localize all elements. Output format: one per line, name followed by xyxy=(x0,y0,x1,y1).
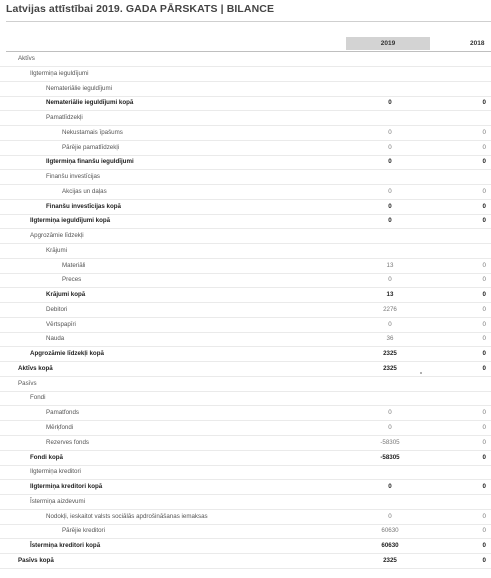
value-2018: 0 xyxy=(482,438,486,446)
table-row xyxy=(0,200,491,215)
table-row xyxy=(0,524,491,539)
value-2019: 60630 xyxy=(381,542,399,550)
value-2018: 0 xyxy=(482,276,486,284)
value-2019: 0 xyxy=(388,99,392,107)
value-2019: 60630 xyxy=(381,527,399,535)
row-label: Nekustamais īpašums xyxy=(62,128,123,136)
row-label: Īstermiņa aizdevumi xyxy=(30,497,86,505)
value-2019: 13 xyxy=(386,291,394,299)
row-label: Apgrozāmie līdzekļi xyxy=(30,232,84,240)
row-label: Apgrozāmie līdzekļi kopā xyxy=(30,350,104,358)
value-2018: 0 xyxy=(482,291,486,299)
table-row xyxy=(0,229,491,244)
value-2018: 0 xyxy=(482,453,486,461)
value-2018: 0 xyxy=(482,364,486,372)
value-2018: 0 xyxy=(482,320,486,328)
title-divider xyxy=(6,21,491,22)
row-label: Akcijas un daļas xyxy=(62,187,107,195)
row-label: Pasīvs kopā xyxy=(18,556,54,564)
table-row xyxy=(0,303,491,318)
table-row xyxy=(0,465,491,480)
table-row xyxy=(0,406,491,421)
value-2018: 0 xyxy=(482,305,486,313)
value-2018: 0 xyxy=(482,128,486,136)
table-row xyxy=(0,554,491,569)
table-row xyxy=(0,495,491,510)
row-label: Nemateriālie ieguldījumi kopā xyxy=(46,99,134,107)
value-2018: 0 xyxy=(482,424,486,431)
value-2019: 2325 xyxy=(383,364,397,372)
row-label: Aktīvs kopā xyxy=(18,364,53,372)
table-row xyxy=(0,185,491,200)
row-label: Finanšu investīcijas kopā xyxy=(46,202,121,210)
value-2019: 0 xyxy=(388,483,392,491)
table-row xyxy=(0,126,491,141)
value-2018: 0 xyxy=(482,158,486,166)
value-2018: 0 xyxy=(482,556,486,564)
value-2018: 0 xyxy=(482,350,486,358)
table-row xyxy=(0,288,491,303)
value-2019: 36 xyxy=(386,335,394,343)
row-label: Nemateriālie ieguldījumi xyxy=(46,84,113,92)
value-2019: 13 xyxy=(386,261,394,269)
row-label: Materiāli xyxy=(62,261,86,269)
table-row xyxy=(0,96,491,111)
table-row xyxy=(0,332,491,347)
value-2019: 2276 xyxy=(383,305,397,313)
column-header-2019: 2019 xyxy=(346,37,430,50)
row-label: Pārējie kreditori xyxy=(62,527,105,535)
value-2019: 0 xyxy=(388,202,392,210)
row-label: Pasīvs xyxy=(18,379,37,387)
value-2018: 0 xyxy=(482,202,486,210)
row-label: Pamatfonds xyxy=(46,409,80,417)
value-2018: 0 xyxy=(482,483,486,491)
table-row xyxy=(0,436,491,451)
table-row xyxy=(0,451,491,466)
scan-speck xyxy=(420,372,422,374)
value-2018: 0 xyxy=(482,335,486,343)
value-2019: 2325 xyxy=(383,556,397,564)
value-2019: 0 xyxy=(388,424,392,431)
value-2019: -58305 xyxy=(380,453,400,461)
value-2019: 2325 xyxy=(383,350,397,358)
value-2018: 0 xyxy=(482,409,486,417)
row-label: Ilgtermiņa kreditori kopā xyxy=(30,483,103,491)
value-2019: 0 xyxy=(388,128,392,136)
row-label: Nodokļi, ieskaitot valsts sociālās apdrošināšanas iemaksas xyxy=(46,512,208,520)
row-label: Ilgtermiņa kreditori xyxy=(30,468,81,476)
value-2019: 0 xyxy=(388,276,392,284)
table-row xyxy=(0,111,491,126)
value-2018: 0 xyxy=(482,261,486,269)
row-label: Īstermiņa kreditori kopā xyxy=(30,542,101,550)
row-label: Finanšu investīcijas xyxy=(46,173,100,181)
row-label: Vērtspapīri xyxy=(46,320,76,328)
table-row xyxy=(0,318,491,333)
table-row xyxy=(0,347,491,362)
value-2018: 0 xyxy=(482,187,486,195)
row-label: Pārējie pamatlīdzekļi xyxy=(62,143,120,151)
value-2018: 0 xyxy=(482,527,486,535)
value-2019: 0 xyxy=(388,409,392,417)
table-row xyxy=(0,214,491,229)
row-label: Preces xyxy=(62,276,82,284)
table-row xyxy=(0,52,491,67)
table-row xyxy=(0,362,491,377)
value-2019: 0 xyxy=(388,158,392,166)
value-2019: -58305 xyxy=(380,438,400,446)
table-row xyxy=(0,244,491,259)
table-row xyxy=(0,539,491,554)
value-2019: 0 xyxy=(388,217,392,225)
table-row xyxy=(0,391,491,406)
row-label: Rezerves fonds xyxy=(46,438,89,446)
value-2018: 0 xyxy=(482,99,486,107)
table-row xyxy=(0,67,491,82)
value-2018: 0 xyxy=(482,512,486,520)
row-label: Ilgtermiņa ieguldījumi kopā xyxy=(30,217,111,225)
table-row xyxy=(0,377,491,392)
value-2019: 0 xyxy=(388,512,392,520)
table-row xyxy=(0,421,491,436)
table-row xyxy=(0,155,491,170)
table-row xyxy=(0,480,491,495)
value-2018: 0 xyxy=(482,217,486,225)
row-label: Debitori xyxy=(46,305,68,313)
row-label: Krājumi xyxy=(46,246,67,254)
table-row xyxy=(0,259,491,274)
column-header-2018: 2018 xyxy=(470,40,485,47)
value-2018: 0 xyxy=(482,542,486,550)
row-label: Aktīvs xyxy=(18,55,35,62)
table-row xyxy=(0,510,491,525)
row-label: Pamatlīdzekļi xyxy=(46,114,83,122)
value-2019: 0 xyxy=(388,320,392,328)
table-row xyxy=(0,273,491,288)
value-2019: 0 xyxy=(388,187,392,195)
row-label: Ilgtermiņa ieguldījumi xyxy=(30,69,89,77)
row-label: Fondi kopā xyxy=(30,453,63,461)
row-label: Krājumi kopā xyxy=(46,291,86,299)
page-title: Latvijas attīstībai 2019. GADA PĀRSKATS | BILANCE xyxy=(6,3,275,15)
table-row xyxy=(0,141,491,156)
row-label: Fondi xyxy=(30,394,46,402)
table-row xyxy=(0,170,491,185)
value-2019: 0 xyxy=(388,143,392,151)
table-row xyxy=(0,82,491,97)
row-label: Ilgtermiņa finanšu ieguldījumi xyxy=(46,158,134,166)
row-label: Nauda xyxy=(46,335,65,343)
row-label: Mērķfondi xyxy=(46,424,74,431)
value-2018: 0 xyxy=(482,143,486,151)
